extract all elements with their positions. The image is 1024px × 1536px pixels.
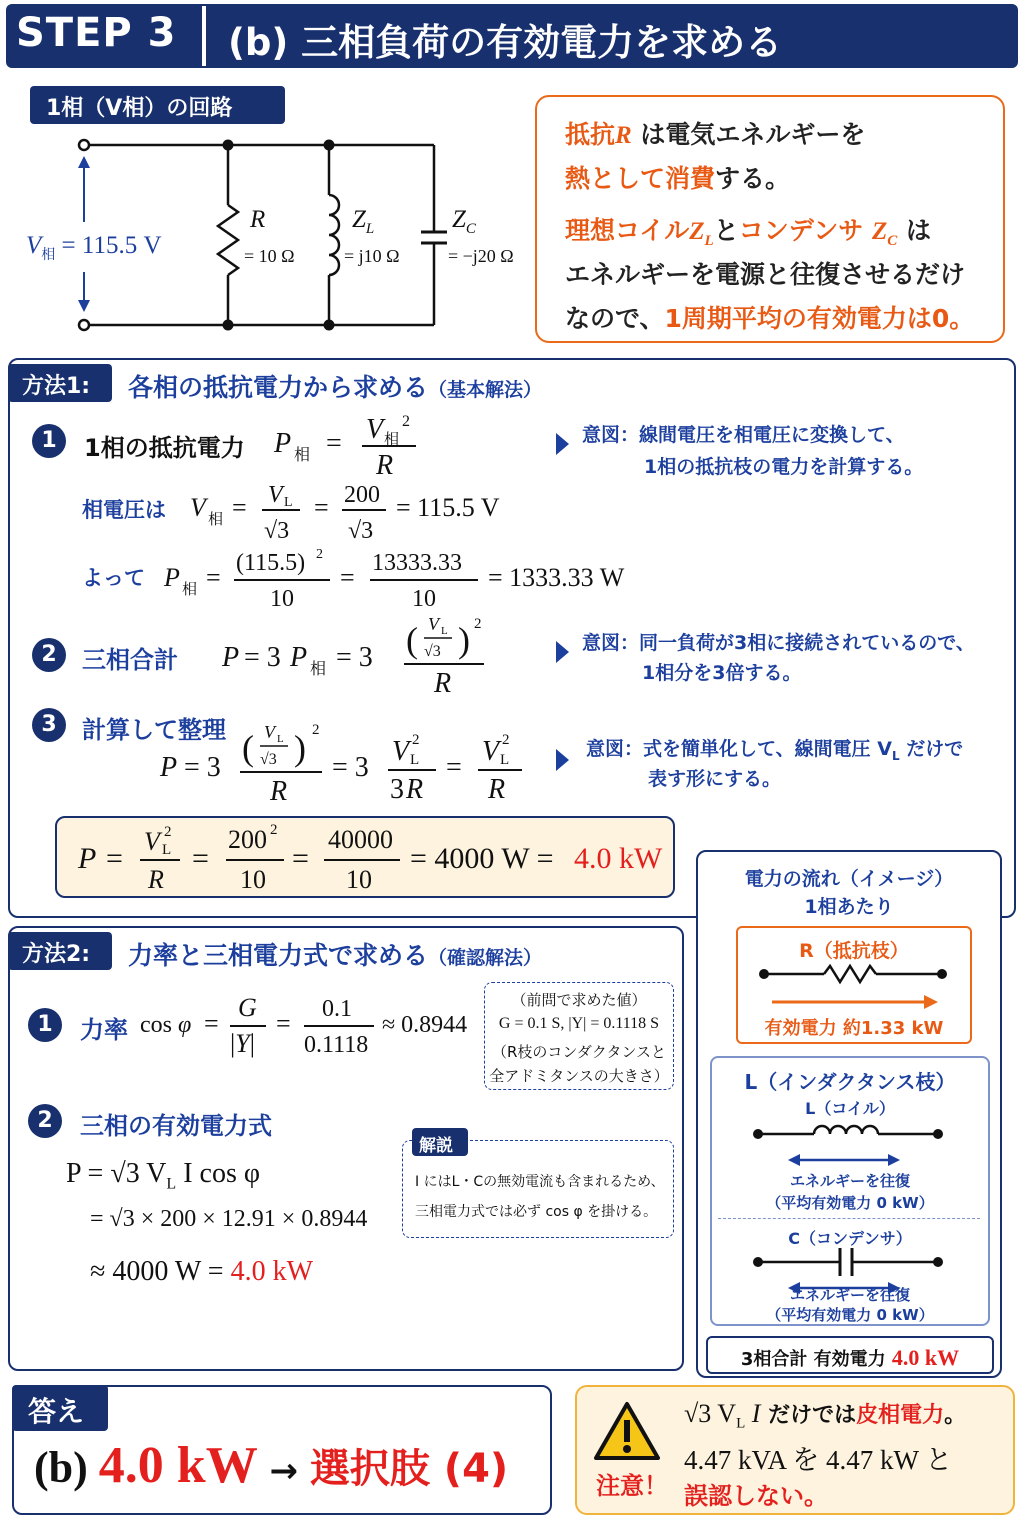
method1-step1-label: 1相の抵抗電力 — [84, 434, 245, 462]
zl-label: $Z_L$ — [352, 206, 375, 237]
l-branch-desc-1: エネルギーを往復 — [789, 1172, 910, 1190]
prev-note-line-2: G = 0.1 S, |Y| = 0.1118 S — [498, 1015, 660, 1032]
svg-text:V: V — [428, 614, 439, 634]
svg-text:√3: √3 — [260, 751, 277, 768]
prev-note-line-1: （前問で求めた値） — [511, 991, 647, 1009]
method1-tag — [8, 364, 112, 402]
svg-text:=: = — [276, 1009, 291, 1038]
svg-text:2: 2 — [270, 822, 278, 838]
svg-text:40000: 40000 — [328, 825, 393, 854]
power-factor-formula — [136, 990, 486, 1062]
explanation-tag-label: 解説 — [419, 1136, 453, 1156]
voltage-label: $V_相 = 115.5$ V — [26, 232, 162, 263]
previous-values-note — [484, 982, 674, 1090]
svg-text:2: 2 — [412, 732, 420, 748]
warning-icon — [592, 1400, 662, 1462]
svg-text:=: = — [106, 842, 123, 875]
svg-text:|Y|: |Y| — [230, 1029, 255, 1058]
svg-text:10: 10 — [412, 586, 436, 612]
explanation-tag — [412, 1128, 468, 1156]
thus-label: よって — [82, 566, 145, 590]
method1-result-formula — [70, 818, 670, 896]
svg-text:(115.5): (115.5) — [236, 550, 306, 576]
svg-text:10: 10 — [270, 586, 294, 612]
svg-text:2: 2 — [164, 824, 172, 840]
svg-text:=: = — [192, 842, 209, 875]
warning-line-1: √3 $V_L$ I だけでは皮相電力。 — [684, 1399, 967, 1432]
zc-value: = −j20 Ω — [448, 246, 514, 266]
method1-step3-formula — [156, 712, 536, 808]
power-flow-subtitle: 1相あたり — [804, 896, 894, 918]
svg-text:2: 2 — [316, 547, 323, 562]
svg-text:P: P — [164, 563, 180, 592]
svg-text:= 3: = 3 — [332, 752, 369, 783]
r-value: = 10 Ω — [244, 246, 295, 266]
method1-step1-number: 1 — [32, 424, 66, 458]
svg-text:=: = — [340, 563, 355, 592]
svg-text:= 115.5 V: = 115.5 V — [396, 493, 500, 522]
method1-step2-intent-2: 1相分を3倍する。 — [642, 662, 802, 684]
svg-text:P: P — [222, 642, 240, 673]
svg-text:(: ( — [406, 620, 418, 660]
svg-text:10: 10 — [240, 865, 266, 894]
svg-text:=: = — [326, 428, 342, 459]
answer-tag-label: 答え — [28, 1395, 85, 1428]
method1-tag-label: 方法1: — [22, 374, 91, 399]
three-phase-formula-line-3: ≈ 4000 W = 4.0 kW — [90, 1256, 314, 1287]
method2-tag — [8, 932, 112, 970]
svg-text:=: = — [292, 842, 309, 875]
three-phase-formula-line-1: P = √3 $V_L$ I cos φ — [66, 1158, 260, 1193]
zl-value: = j10 Ω — [344, 246, 400, 266]
note-line-4: エネルギーを電源と往復させるだけ — [565, 260, 966, 289]
svg-text:G: G — [238, 993, 257, 1022]
svg-text:相: 相 — [294, 445, 311, 464]
svg-text:L: L — [277, 733, 284, 745]
power-flow-panel — [696, 850, 1002, 1378]
l-branch-title: L（インダクタンス枝） — [744, 1070, 956, 1094]
method2-title: 力率と三相電力式で求める（確認解法） — [128, 941, 543, 970]
note-line-1: 抵抗R は電気エネルギーを — [565, 120, 866, 149]
svg-text:200: 200 — [228, 825, 267, 854]
method1-step2-intent-1: 意図：同一負荷が3相に接続されているので、 — [582, 632, 975, 654]
svg-text:P: P — [78, 842, 97, 875]
svg-text:相: 相 — [208, 510, 224, 528]
r-branch-title: R（抵抗枝） — [799, 940, 909, 962]
svg-text:L: L — [162, 842, 172, 858]
prev-note-line-3: （R枝のコンダクタンスと — [491, 1043, 667, 1061]
three-phase-formula-line-2: = √3 × 200 × 12.91 × 0.8944 — [90, 1206, 368, 1232]
svg-text:cos φ: cos φ — [140, 1012, 192, 1038]
method1-step3-number: 3 — [32, 708, 66, 742]
c-branch-subtitle: C（コンデンサ） — [788, 1229, 912, 1248]
note-line-2: 熱として消費する。 — [565, 164, 791, 193]
svg-text:200: 200 — [344, 482, 380, 508]
prev-note-line-4: 全アドミタンスの大きさ） — [489, 1067, 669, 1085]
svg-text:=: = — [204, 1009, 219, 1038]
svg-text:4.0 kW: 4.0 kW — [574, 842, 663, 875]
svg-text:=: = — [446, 752, 462, 783]
method1-title: 各相の抵抗電力から求める（基本解法） — [128, 373, 543, 402]
c-branch-desc-1: エネルギーを往復 — [789, 1286, 910, 1304]
method1-step3-intent-1: 意図：式を簡単化して、線間電圧 $V_L$ だけで — [586, 738, 964, 763]
energy-note-box — [535, 95, 1005, 343]
svg-text:= 3: = 3 — [184, 752, 221, 783]
svg-text:=: = — [232, 493, 247, 522]
phase-voltage-formula — [186, 474, 516, 546]
method1-step1-intent-1: 意図：線間電圧を相電圧に変換して、 — [582, 424, 905, 446]
zc-label: $Z_C$ — [452, 206, 476, 237]
method1-step3-intent-2: 表す形にする。 — [648, 768, 782, 790]
svg-text:L: L — [441, 625, 448, 637]
circuit-diagram — [0, 0, 540, 350]
explanation-line-1: I にはL・Cの無効電流も含まれるため、 — [415, 1174, 665, 1190]
method1-step2-number: 2 — [32, 638, 66, 672]
method2-step2-label: 三相の有効電力式 — [80, 1112, 272, 1140]
method1-step2-label: 三相合計 — [82, 646, 178, 674]
svg-text:L: L — [284, 495, 293, 510]
svg-text:(: ( — [242, 728, 254, 768]
svg-text:V: V — [366, 414, 384, 445]
svg-text:2: 2 — [402, 413, 410, 430]
l-branch-desc-2: （平均有効電力 0 kW） — [766, 1194, 934, 1212]
svg-text:相: 相 — [182, 580, 198, 598]
svg-text:R: R — [434, 668, 452, 698]
method1-step1-intent-2: 1相の抵抗枝の電力を計算する。 — [644, 456, 924, 478]
three-phase-total-box — [706, 1336, 994, 1374]
method2-step2-number: 2 — [28, 1104, 62, 1138]
svg-text:L: L — [500, 752, 510, 768]
svg-text:10: 10 — [346, 865, 372, 894]
svg-text:3: 3 — [390, 774, 404, 805]
svg-text:V: V — [482, 736, 500, 767]
svg-text:相: 相 — [384, 430, 400, 448]
svg-text:R: R — [270, 776, 288, 807]
svg-text:R: R — [406, 774, 424, 805]
note-line-5: なので、1周期平均の有効電力は0。 — [565, 304, 975, 333]
method2-step1-number: 1 — [28, 1008, 62, 1042]
resistor-symbol-icon — [752, 962, 958, 1012]
r-branch-card — [736, 926, 972, 1044]
page-title: (b) 三相負荷の有効電力を求める — [228, 21, 783, 64]
r-branch-desc: 有効電力 約1.33 kW — [764, 1018, 944, 1039]
svg-text:R: R — [376, 450, 394, 481]
intent1-arrow-icon — [556, 433, 569, 455]
explanation-line-2: 三相電力式では必ず cos φ を掛ける。 — [415, 1204, 658, 1220]
note-line-3: 理想コイル$Z_L$とコンデンサ $Z_C$ は — [565, 216, 931, 249]
answer-text: (b) 4.0 kW → 選択肢 (4) — [34, 1437, 509, 1494]
svg-text:= 1333.33 W: = 1333.33 W — [488, 563, 625, 592]
step-label: STEP 3 — [16, 10, 177, 56]
warning-line-3: 誤認しない。 — [684, 1482, 828, 1510]
circuit-tag-label: 1相（V相）の回路 — [46, 96, 233, 121]
svg-text:√3: √3 — [348, 518, 374, 544]
svg-text:V: V — [268, 482, 283, 508]
svg-text:P: P — [290, 642, 308, 673]
answer-tag — [12, 1385, 108, 1431]
power-flow-title: 電力の流れ（イメージ） — [744, 868, 954, 890]
svg-text:V: V — [190, 493, 206, 522]
svg-text:= 3: = 3 — [336, 642, 373, 673]
svg-text:P: P — [274, 428, 292, 459]
warning-label: 注意！ — [596, 1472, 668, 1500]
svg-text:R: R — [488, 774, 506, 805]
svg-text:0.1118: 0.1118 — [304, 1032, 369, 1058]
svg-text:V: V — [264, 722, 275, 742]
svg-text:R: R — [148, 865, 164, 894]
svg-text:): ) — [294, 728, 306, 768]
method2-step1-label: 力率 — [80, 1016, 128, 1044]
method1-step3-label: 計算して整理 — [82, 716, 226, 744]
svg-text:0.1: 0.1 — [322, 996, 352, 1022]
three-phase-total: 3相合計 有効電力 4.0 kW — [740, 1345, 960, 1370]
svg-text:=: = — [314, 493, 329, 522]
svg-text:V: V — [392, 736, 410, 767]
phase-voltage-label: 相電圧は — [82, 498, 166, 522]
intent3-arrow-icon — [556, 749, 569, 771]
svg-text:√3: √3 — [424, 643, 441, 660]
svg-text:L: L — [410, 752, 420, 768]
lc-branch-card — [710, 1056, 990, 1326]
svg-text:2: 2 — [474, 616, 482, 632]
svg-text:): ) — [458, 620, 470, 660]
method1-step1-formula — [270, 404, 430, 484]
svg-text:≈ 0.8944: ≈ 0.8944 — [382, 1012, 468, 1038]
svg-text:=: = — [206, 563, 221, 592]
method1-step2-formula — [218, 608, 498, 698]
svg-text:P: P — [160, 752, 178, 783]
svg-text:相: 相 — [310, 659, 327, 678]
intent2-arrow-icon — [556, 641, 569, 663]
svg-text:= 3: = 3 — [244, 642, 281, 673]
svg-text:2: 2 — [312, 722, 320, 738]
thus-formula — [160, 542, 640, 614]
warning-line-2: 4.47 kVA を 4.47 kW と — [684, 1445, 953, 1475]
svg-text:V: V — [144, 827, 160, 856]
l-branch-subtitle: L（コイル） — [805, 1099, 895, 1118]
svg-text:= 4000 W =: = 4000 W = — [410, 842, 554, 875]
svg-text:√3: √3 — [264, 518, 290, 544]
svg-text:13333.33: 13333.33 — [372, 550, 462, 576]
svg-text:2: 2 — [502, 732, 510, 748]
lc-divider — [718, 1218, 980, 1219]
method2-tag-label: 方法2: — [22, 942, 91, 967]
c-branch-desc-2: （平均有効電力 0 kW） — [766, 1306, 934, 1324]
r-label: R — [250, 206, 266, 233]
